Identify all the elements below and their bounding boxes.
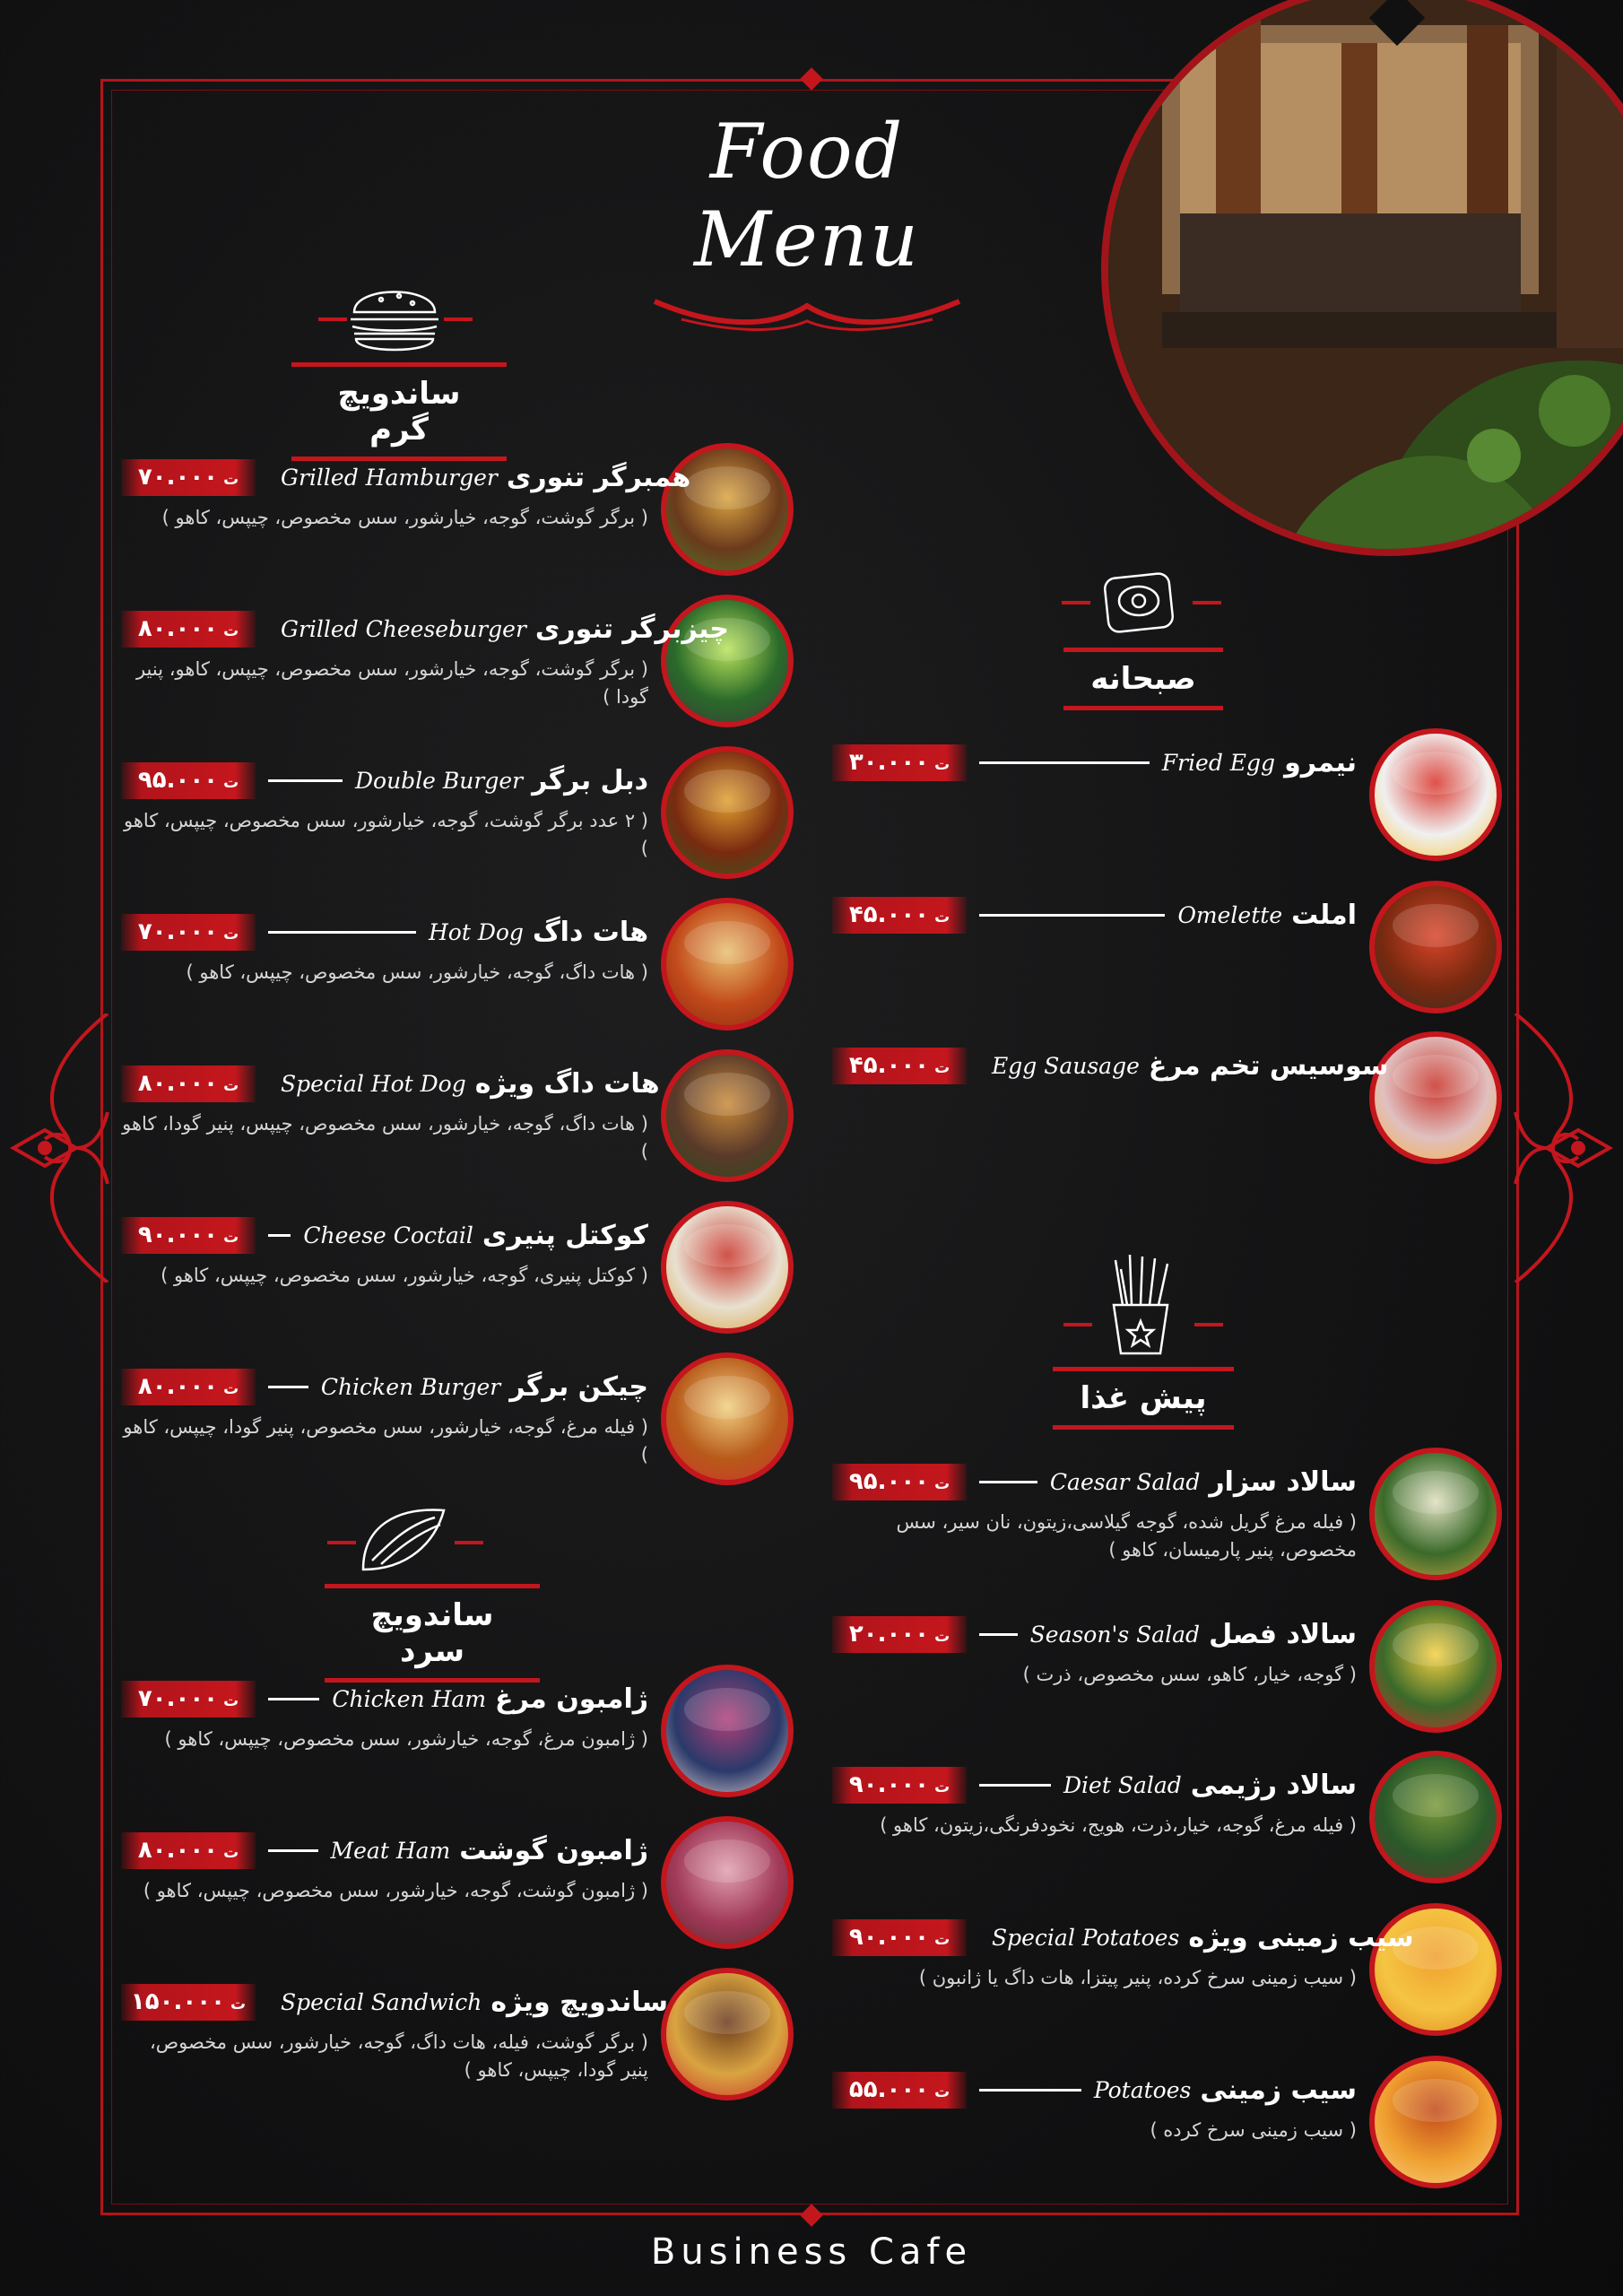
- fries-icon: [1096, 1251, 1185, 1361]
- menu-item: [832, 1903, 1502, 2038]
- item-name-en: Special Sandwich: [281, 1988, 482, 2015]
- currency-symbol: ت: [223, 1379, 239, 1398]
- item-price-value: ۴۵.۰۰۰: [848, 1051, 930, 1079]
- item-name-en: Special Potatoes: [992, 1924, 1180, 1951]
- currency-symbol: ت: [223, 1692, 239, 1710]
- menu-item: [121, 1049, 794, 1184]
- item-name-fa: سیب زمینی: [1200, 2074, 1357, 2106]
- item-name-en: Fried Egg: [1161, 749, 1276, 776]
- menu-item: [121, 595, 794, 729]
- item-name-en: Chicken Burger: [320, 1373, 501, 1400]
- section-title: صبحانه: [1063, 648, 1222, 710]
- item-price: [121, 459, 256, 496]
- menu-item: [121, 746, 794, 881]
- menu-title: [619, 108, 995, 341]
- currency-symbol: ت: [934, 1058, 950, 1077]
- item-description: ( برگر گوشت، گوجه، خیارشور، سس مخصوص، چیپس، کاهو ): [161, 507, 648, 528]
- menu-item: [832, 1448, 1502, 1582]
- food-photo: [1369, 2056, 1502, 2188]
- item-name-en: Meat Ham: [330, 1837, 451, 1864]
- item-description: ( فیله مرغ گریل شده، گوجه گیلاسی،زیتون، نان سیر، سس مخصوص، پنیر پارمیسان، کاهو ): [896, 1511, 1357, 1561]
- item-name-fa: کوکتل پنیری: [482, 1219, 648, 1251]
- item-name-en: Potatoes: [1093, 2076, 1192, 2103]
- item-price: [121, 762, 256, 799]
- currency-symbol: ت: [230, 1995, 247, 2013]
- item-name-fa: سالاد رژیمی: [1190, 1769, 1357, 1801]
- item-price-value: ۹۵.۰۰۰: [137, 766, 219, 794]
- menu-item: [832, 1751, 1502, 1885]
- currency-symbol: ت: [934, 1627, 950, 1646]
- leader-line: [979, 914, 1165, 917]
- item-name-en: Grilled Hamburger: [281, 464, 498, 491]
- item-name-fa: هات داگ: [532, 916, 648, 948]
- item-price-value: ۸۰.۰۰۰: [137, 1069, 219, 1097]
- item-price-value: ۳۰.۰۰۰: [848, 748, 930, 776]
- food-photo: [661, 1968, 794, 2100]
- item-description: ( سیب زمینی سرخ کرده، پنیر پیتزا، هات داگ یا ژانبون ): [918, 1967, 1357, 1988]
- item-price: [121, 1217, 256, 1254]
- item-name-en: Double Burger: [354, 767, 524, 794]
- section-appetizer: [1036, 1367, 1251, 1430]
- item-description: ( کوکتل پنیری، گوجه، خیارشور، سس مخصوص، چیپس، کاهو ): [161, 1265, 648, 1286]
- leader-line: [268, 931, 416, 934]
- item-price-value: ۸۰.۰۰۰: [137, 1836, 219, 1864]
- item-price: [121, 1369, 256, 1405]
- currency-symbol: ت: [934, 755, 950, 774]
- item-price-value: ۹۰.۰۰۰: [848, 1770, 930, 1798]
- menu-item: [832, 1600, 1502, 1735]
- leader-line: [268, 1849, 318, 1852]
- item-price-value: ۹۰.۰۰۰: [137, 1221, 219, 1248]
- currency-symbol: ت: [223, 925, 239, 944]
- item-name-en: Cheese Coctail: [303, 1222, 473, 1248]
- item-description: ( فیله مرغ، گوجه، خیار،ذرت، هویج، نخودفرنگی،زیتون، کاهو ): [880, 1814, 1357, 1836]
- menu-item: [832, 1031, 1502, 1166]
- food-photo: [1369, 1600, 1502, 1733]
- currency-symbol: ت: [934, 908, 950, 926]
- food-photo: [661, 1816, 794, 1949]
- menu-item: [832, 2056, 1502, 2190]
- item-name-en: Chicken Ham: [332, 1685, 487, 1712]
- item-price-value: ۵۵.۰۰۰: [848, 2075, 930, 2103]
- food-photo: [661, 1201, 794, 1334]
- currency-symbol: ت: [934, 1474, 950, 1493]
- leader-line: [268, 1698, 319, 1700]
- title-swash-icon: [646, 283, 968, 337]
- item-price-value: ۸۰.۰۰۰: [137, 614, 219, 642]
- item-name-fa: سالاد فصل: [1209, 1618, 1357, 1650]
- footer-brand: Business Cafe: [650, 2231, 973, 2273]
- currency-symbol: ت: [934, 1778, 950, 1796]
- item-price: [832, 1464, 967, 1500]
- section-title: ساندویچ گرم: [291, 362, 507, 461]
- item-price: [832, 1919, 967, 1956]
- leader-line: [979, 1784, 1051, 1787]
- currency-symbol: ت: [223, 470, 239, 489]
- item-name-en: Hot Dog: [428, 918, 524, 945]
- item-description: ( ۲ عدد برگر گوشت، گوجه، خیارشور، سس مخصوص، چیپس، کاهو ): [123, 810, 648, 859]
- item-name-fa: دبل برگر: [532, 764, 648, 796]
- menu-item: [832, 881, 1502, 1015]
- item-price: [121, 1681, 256, 1718]
- item-price-value: ۷۰.۰۰۰: [137, 918, 219, 945]
- egg-toast-icon: [1094, 563, 1184, 642]
- food-photo: [1369, 1031, 1502, 1164]
- food-photo: [1369, 1448, 1502, 1580]
- item-price-value: ۱۵۰.۰۰۰: [130, 1987, 225, 2015]
- item-description: ( برگر گوشت، گوجه، خیارشور، سس مخصوص، چیپس، کاهو، پنیر گودا ): [135, 658, 648, 708]
- menu-item: [121, 443, 794, 578]
- leader-line: [979, 1481, 1037, 1483]
- item-description: ( گوجه، خیار، کاهو، سس مخصوص، ذرت ): [1022, 1664, 1357, 1685]
- item-name-en: Diet Salad: [1063, 1771, 1182, 1798]
- currency-symbol: ت: [934, 2083, 950, 2101]
- item-price: [832, 2072, 967, 2109]
- item-name-fa: سیب زمینی ویژه: [1188, 1921, 1414, 1953]
- item-price-value: ۸۰.۰۰۰: [137, 1372, 219, 1400]
- leader-line: [979, 1633, 1018, 1636]
- item-name-fa: نیمرو: [1284, 746, 1357, 778]
- food-photo: [661, 1665, 794, 1797]
- item-price-value: ۴۵.۰۰۰: [848, 900, 930, 928]
- food-photo: [661, 1049, 794, 1182]
- item-price-value: ۷۰.۰۰۰: [137, 1684, 219, 1712]
- item-price: [832, 1767, 967, 1804]
- section-title: ساندویچ سرد: [325, 1584, 540, 1683]
- menu-item: [121, 898, 794, 1032]
- currency-symbol: ت: [934, 1930, 950, 1949]
- burger-icon: [345, 276, 444, 361]
- item-name-fa: چیکن برگر: [509, 1370, 648, 1403]
- item-price: [832, 744, 967, 781]
- item-price-value: ۹۵.۰۰۰: [848, 1467, 930, 1495]
- item-price: [832, 1048, 967, 1084]
- item-price: [832, 1616, 967, 1653]
- item-price: [832, 897, 967, 934]
- item-name-fa: سوسیس تخم مرغ: [1148, 1049, 1389, 1082]
- item-price-value: ۹۰.۰۰۰: [848, 1923, 930, 1951]
- item-name-en: Grilled Cheeseburger: [281, 615, 526, 642]
- item-price: [121, 1832, 256, 1869]
- currency-symbol: ت: [223, 622, 239, 640]
- item-price: [121, 1065, 256, 1102]
- currency-symbol: ت: [223, 1076, 239, 1095]
- leader-line: [268, 1234, 291, 1237]
- menu-item: [121, 1665, 794, 1799]
- item-name-fa: ژامبون مرغ: [495, 1683, 648, 1715]
- section-title: پیش غذا: [1053, 1367, 1233, 1430]
- food-photo: [661, 898, 794, 1031]
- item-description: ( فیله مرغ، گوجه، خیارشور، سس مخصوص، پنیر گودا، چیپس، کاهو ): [123, 1416, 648, 1465]
- menu-item: [832, 728, 1502, 863]
- item-name-en: Egg Sausage: [992, 1052, 1140, 1079]
- item-price: [121, 611, 256, 648]
- item-name-en: Omelette: [1177, 901, 1283, 928]
- item-description: ( ژامبون مرغ، گوجه، خیارشور، سس مخصوص، چیپس، کاهو ): [164, 1728, 648, 1750]
- item-name-fa: سالاد سزار: [1209, 1465, 1357, 1498]
- item-price: [121, 914, 256, 951]
- food-photo: [1369, 728, 1502, 861]
- taco-icon: [354, 1498, 453, 1582]
- menu-item: [121, 1352, 794, 1487]
- item-name-en: Caesar Salad: [1049, 1468, 1201, 1495]
- currency-symbol: ت: [223, 773, 239, 792]
- food-photo: [1369, 881, 1502, 1013]
- leader-line: [979, 761, 1150, 764]
- menu-item: [121, 1816, 794, 1951]
- food-photo: [661, 1352, 794, 1485]
- currency-symbol: ت: [223, 1228, 239, 1247]
- item-description: ( هات داگ، گوجه، خیارشور، سس مخصوص، چیپس، کاهو ): [186, 961, 648, 983]
- menu-item: [121, 1968, 794, 2102]
- item-name-fa: همبرگر تنوری: [506, 461, 691, 493]
- item-description: ( سیب زمینی سرخ کرده ): [1150, 2119, 1357, 2141]
- item-name-en: Special Hot Dog: [281, 1070, 466, 1097]
- item-description: ( ژامبون گوشت، گوجه، خیارشور، سس مخصوص، چیپس، کاهو ): [143, 1880, 648, 1901]
- leader-line: [268, 1386, 308, 1388]
- item-price: [121, 1984, 256, 2021]
- section-breakfast: [1036, 648, 1251, 710]
- item-description: ( هات داگ، گوجه، خیارشور، سس مخصوص، چیپس، پنیر گودا، کاهو ): [122, 1113, 648, 1162]
- menu-title-text: Food Menu: [694, 108, 920, 283]
- item-name-fa: املت: [1291, 899, 1357, 931]
- item-name-fa: ژامبون گوشت: [459, 1834, 648, 1866]
- item-name-fa: چیزبرگر تنوری: [534, 613, 729, 645]
- item-name-fa: ساندویچ ویژه: [490, 1986, 669, 2018]
- item-name-en: Season's Salad: [1029, 1621, 1201, 1648]
- right-ornament-icon: [1506, 1013, 1614, 1283]
- item-description: ( برگر گوشت، فیله، هات داگ، گوجه، خیارشور، سس مخصوص، پنیر گودا، چیپس، کاهو ): [150, 2031, 648, 2081]
- currency-symbol: ت: [223, 1843, 239, 1862]
- item-price-value: ۲۰.۰۰۰: [848, 1620, 930, 1648]
- leader-line: [979, 2089, 1081, 2092]
- menu-item: [121, 1201, 794, 1335]
- item-name-fa: هات داگ ویژه: [474, 1067, 660, 1100]
- leader-line: [268, 779, 343, 782]
- food-photo: [1369, 1751, 1502, 1883]
- item-price-value: ۷۰.۰۰۰: [137, 463, 219, 491]
- left-ornament-icon: [9, 1013, 117, 1283]
- food-photo: [661, 746, 794, 879]
